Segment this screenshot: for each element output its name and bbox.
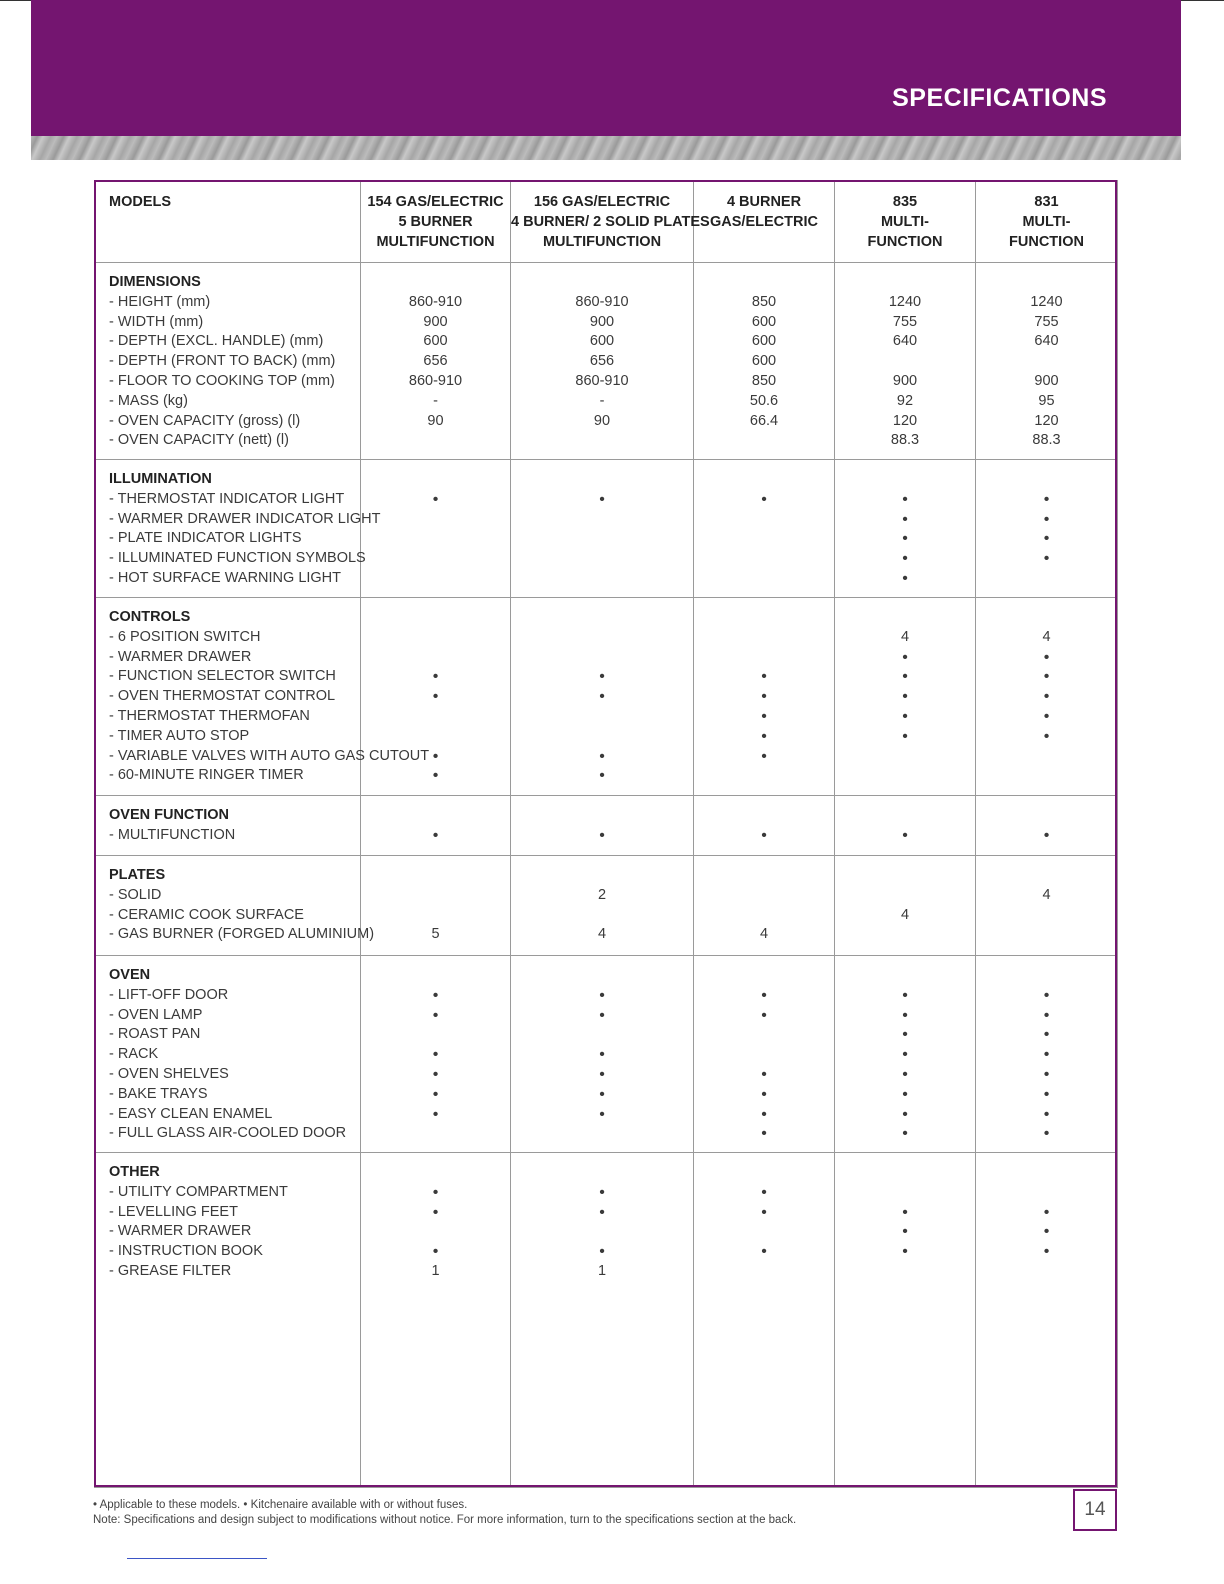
spec-label: - EASY CLEAN ENAMEL	[109, 1105, 273, 1122]
spec-label: - LEVELLING FEET	[109, 1203, 238, 1220]
bullet-mark: •	[761, 826, 767, 844]
spec-value: 90	[593, 412, 611, 429]
section-title: ILLUMINATION	[109, 471, 212, 487]
spec-label: - THERMOSTAT THERMOFAN	[109, 707, 310, 724]
spec-value: 900	[423, 313, 448, 330]
header-line: 154 GAS/ELECTRIC	[367, 194, 504, 210]
bullet-mark: •	[432, 767, 439, 785]
spec-value: 600	[751, 313, 777, 330]
spec-value: 656	[423, 353, 448, 370]
bullet-mark: •	[902, 1125, 908, 1143]
spec-value: 66.4	[749, 412, 779, 429]
spec-value: 600	[589, 333, 615, 350]
spec-value: 50.6	[749, 392, 779, 409]
header-line: 835	[892, 194, 918, 210]
bullet-mark: •	[1043, 1065, 1050, 1083]
bullet-mark: •	[432, 1006, 439, 1024]
spec-value: 120	[1034, 412, 1059, 429]
bullet-mark: •	[1043, 490, 1050, 508]
bullet-mark: •	[599, 1183, 605, 1201]
bullet-mark: •	[432, 1203, 439, 1221]
bullet-mark: •	[1043, 727, 1050, 745]
header-line: MULTI-	[1022, 213, 1071, 230]
bullet-mark: •	[902, 648, 908, 666]
bullet-mark: •	[599, 668, 605, 686]
bullet-mark: •	[902, 688, 908, 706]
spec-label: - WARMER DRAWER INDICATOR LIGHT	[109, 510, 381, 527]
bullet-mark: •	[599, 1105, 605, 1123]
spec-value: 4	[759, 926, 769, 943]
bullet-mark: •	[902, 1065, 908, 1083]
header-line: MODELS	[109, 194, 172, 210]
spec-value: 92	[896, 392, 914, 409]
bullet-mark: •	[432, 1105, 439, 1123]
bullet-mark: •	[599, 1085, 605, 1103]
spec-value: 600	[423, 333, 448, 350]
spec-value: -	[599, 392, 605, 409]
page-title: SPECIFICATIONS	[892, 84, 1107, 112]
spec-label: - FLOOR TO COOKING TOP (mm)	[109, 372, 335, 389]
bullet-mark: •	[761, 1243, 767, 1261]
header-banner	[31, 0, 1181, 136]
bullet-mark: •	[1043, 1006, 1050, 1024]
bullet-mark: •	[761, 1065, 767, 1083]
bullet-mark: •	[902, 1026, 908, 1044]
bullet-mark: •	[761, 1183, 767, 1201]
spec-value: 95	[1038, 392, 1055, 409]
spec-value: 4	[900, 906, 910, 923]
spec-value: 88.3	[890, 432, 920, 449]
bullet-mark: •	[432, 1243, 439, 1261]
brushed-steel-strip	[31, 136, 1181, 160]
bullet-mark: •	[1043, 1046, 1050, 1064]
spec-value: 88.3	[1032, 432, 1061, 449]
spec-value: 850	[751, 293, 777, 310]
bullet-mark: •	[1043, 1085, 1050, 1103]
spec-label: - INSTRUCTION BOOK	[109, 1243, 263, 1260]
spec-label: - 60-MINUTE RINGER TIMER	[109, 767, 304, 784]
spec-label: - RACK	[109, 1046, 159, 1063]
spec-label: - HEIGHT (mm)	[109, 293, 211, 310]
spec-value: 1	[431, 1262, 440, 1279]
bullet-mark: •	[1043, 530, 1050, 548]
bullet-mark: •	[761, 668, 767, 686]
bullet-mark: •	[902, 1243, 908, 1261]
header-line: FUNCTION	[1009, 233, 1084, 250]
bullet-mark: •	[432, 668, 439, 686]
bullet-mark: •	[599, 986, 605, 1004]
footnote	[93, 1498, 1053, 1528]
bullet-mark: •	[1043, 1223, 1050, 1241]
bullet-mark: •	[599, 688, 605, 706]
header-line: MULTI-	[880, 213, 930, 230]
spec-value: 640	[1034, 333, 1059, 350]
bullet-mark: •	[902, 826, 908, 844]
bullet-mark: •	[432, 688, 439, 706]
page-number: 14	[1073, 1489, 1117, 1531]
spec-label: - GAS BURNER (FORGED ALUMINIUM)	[109, 926, 375, 943]
spec-label: - LIFT-OFF DOOR	[109, 986, 229, 1003]
bullet-mark: •	[902, 490, 908, 508]
spec-label: - THERMOSTAT INDICATOR LIGHT	[109, 490, 345, 507]
bullet-mark: •	[599, 1203, 605, 1221]
bullet-mark: •	[1043, 1125, 1050, 1143]
bullet-mark: •	[761, 1125, 767, 1143]
spec-label: - OVEN CAPACITY (gross) (l)	[109, 412, 301, 429]
spec-value: 120	[892, 412, 918, 429]
bullet-mark: •	[902, 1085, 908, 1103]
bullet-mark: •	[902, 1223, 908, 1241]
spec-value: 850	[751, 372, 777, 389]
bullet-mark: •	[432, 1065, 439, 1083]
bullet-mark: •	[432, 826, 439, 844]
header-line: 831	[1034, 194, 1059, 210]
header-line: 5 BURNER	[398, 213, 473, 230]
spec-label: - DEPTH (FRONT TO BACK) (mm)	[109, 353, 336, 370]
spec-value: 90	[427, 412, 444, 429]
section-title: DIMENSIONS	[109, 274, 201, 290]
top-edge-line-left	[0, 0, 31, 1]
spec-value: 4	[1042, 886, 1051, 903]
footnote-line-2: Note: Specifications and design subject to modifications without notice. For more information, turn to the specifications section at the back.	[93, 1514, 797, 1526]
bullet-mark: •	[761, 707, 767, 725]
spec-value: 5	[431, 926, 440, 943]
section-title: OVEN	[109, 967, 151, 983]
bullet-mark: •	[1043, 668, 1050, 686]
bullet-mark: •	[1043, 1243, 1050, 1261]
bullet-mark: •	[761, 1105, 767, 1123]
bottom-link-underline[interactable]	[127, 1558, 267, 1559]
spec-value: 860-910	[575, 372, 629, 389]
spec-label: - OVEN LAMP	[109, 1006, 203, 1023]
bullet-mark: •	[1043, 1203, 1050, 1221]
spec-label: - SOLID	[109, 886, 162, 903]
spec-label: - BAKE TRAYS	[109, 1085, 208, 1102]
spec-label: - PLATE INDICATOR LIGHTS	[109, 530, 302, 547]
bullet-mark: •	[599, 490, 605, 508]
bullet-mark: •	[1043, 550, 1050, 568]
spec-label: - UTILITY COMPARTMENT	[109, 1183, 288, 1200]
header-line: GAS/ELECTRIC	[710, 213, 818, 230]
bullet-mark: •	[599, 1243, 605, 1261]
header-line: MULTIFUNCTION	[542, 233, 662, 250]
spec-value: 900	[892, 372, 918, 389]
spec-label: - WARMER DRAWER	[109, 648, 252, 665]
spec-label: - VARIABLE VALVES WITH AUTO GAS CUTOUT	[109, 747, 430, 764]
spec-value: 755	[1034, 313, 1059, 330]
bullet-mark: •	[432, 986, 439, 1004]
spec-value: 1240	[888, 293, 922, 310]
spec-label: - OVEN CAPACITY (nett) (l)	[109, 432, 289, 449]
bullet-mark: •	[761, 1006, 767, 1024]
top-edge-line-right	[1181, 0, 1224, 1]
section-title: OTHER	[109, 1164, 160, 1180]
bullet-mark: •	[902, 550, 908, 568]
spec-value: 860-910	[575, 293, 629, 310]
header-line: 4 BURNER/ 2 SOLID PLATES	[511, 213, 710, 230]
bullet-mark: •	[432, 1085, 439, 1103]
section-title: CONTROLS	[109, 609, 191, 625]
spec-value: 656	[589, 353, 615, 370]
spec-label: - GREASE FILTER	[109, 1262, 232, 1279]
spec-label: - DEPTH (EXCL. HANDLE) (mm)	[109, 333, 324, 350]
bullet-mark: •	[902, 1046, 908, 1064]
spec-label: - WIDTH (mm)	[109, 313, 204, 330]
spec-label: - TIMER AUTO STOP	[109, 727, 250, 744]
bullet-mark: •	[1043, 826, 1050, 844]
bullet-mark: •	[902, 986, 908, 1004]
spec-value: 4	[1042, 628, 1051, 645]
spec-value: 755	[892, 313, 918, 330]
spec-label: - ROAST PAN	[109, 1026, 201, 1043]
spec-label: - MASS (kg)	[109, 392, 188, 409]
bullet-mark: •	[599, 1046, 605, 1064]
spec-label: - MULTIFUNCTION	[109, 826, 236, 843]
bullet-mark: •	[761, 490, 767, 508]
spec-label: - CERAMIC COOK SURFACE	[109, 906, 304, 923]
table-frame	[94, 180, 1117, 1487]
spec-value: 860-910	[408, 293, 463, 310]
bullet-mark: •	[761, 1203, 767, 1221]
bullet-mark: •	[902, 1105, 908, 1123]
spec-label: - ILLUMINATED FUNCTION SYMBOLS	[109, 550, 366, 567]
bullet-mark: •	[761, 727, 767, 745]
spec-value: 2	[597, 886, 607, 903]
bullet-mark: •	[902, 569, 908, 587]
spec-label: - OVEN THERMOSTAT CONTROL	[109, 688, 336, 705]
bullet-mark: •	[432, 747, 439, 765]
bullet-mark: •	[1043, 1026, 1050, 1044]
section-title: OVEN FUNCTION	[109, 807, 230, 823]
spec-label: - FULL GLASS AIR-COOLED DOOR	[109, 1125, 347, 1142]
bullet-mark: •	[1043, 1105, 1050, 1123]
bullet-mark: •	[599, 826, 605, 844]
footnote-line-1: • Applicable to these models. • Kitchenaire available with or without fuses.	[93, 1499, 468, 1511]
header-line: 4 BURNER	[726, 194, 802, 210]
bullet-mark: •	[761, 1085, 767, 1103]
spec-label: - WARMER DRAWER	[109, 1223, 252, 1240]
bullet-mark: •	[902, 1203, 908, 1221]
spec-label: - 6 POSITION SWITCH	[109, 628, 261, 645]
header-line: 156 GAS/ELECTRIC	[533, 194, 671, 210]
bullet-mark: •	[599, 747, 605, 765]
bullet-mark: •	[599, 1065, 605, 1083]
bullet-mark: •	[599, 767, 605, 785]
bullet-mark: •	[1043, 986, 1050, 1004]
bullet-mark: •	[902, 530, 908, 548]
bullet-mark: •	[1043, 707, 1050, 725]
bullet-mark: •	[902, 707, 908, 725]
spec-value: 640	[892, 333, 918, 350]
section-title: PLATES	[109, 867, 166, 883]
spec-value: 860-910	[408, 372, 463, 389]
bullet-mark: •	[902, 1006, 908, 1024]
bullet-mark: •	[432, 1046, 439, 1064]
header-line: MULTIFUNCTION	[376, 233, 495, 250]
spec-label: - FUNCTION SELECTOR SWITCH	[109, 668, 336, 685]
bullet-mark: •	[902, 668, 908, 686]
spec-value: 1	[597, 1262, 607, 1279]
bullet-mark: •	[761, 747, 767, 765]
bullet-mark: •	[432, 1183, 439, 1201]
header-line: FUNCTION	[867, 233, 943, 250]
bullet-mark: •	[902, 727, 908, 745]
bullet-mark: •	[1043, 648, 1050, 666]
bullet-mark: •	[902, 510, 908, 528]
bullet-mark: •	[1043, 510, 1050, 528]
spec-value: 900	[589, 313, 615, 330]
spec-value: 900	[1034, 372, 1059, 389]
bullet-mark: •	[1043, 688, 1050, 706]
spec-value: 4	[597, 926, 607, 943]
spec-value: 600	[751, 333, 777, 350]
spec-value: 1240	[1030, 293, 1063, 310]
bullet-mark: •	[432, 490, 439, 508]
spec-label: - HOT SURFACE WARNING LIGHT	[109, 569, 342, 586]
bullet-mark: •	[599, 1006, 605, 1024]
spec-value: 4	[900, 628, 910, 645]
spec-value: -	[433, 392, 438, 409]
spec-label: - OVEN SHELVES	[109, 1065, 229, 1082]
bullet-mark: •	[761, 688, 767, 706]
spec-value: 600	[751, 353, 777, 370]
bullet-mark: •	[761, 986, 767, 1004]
